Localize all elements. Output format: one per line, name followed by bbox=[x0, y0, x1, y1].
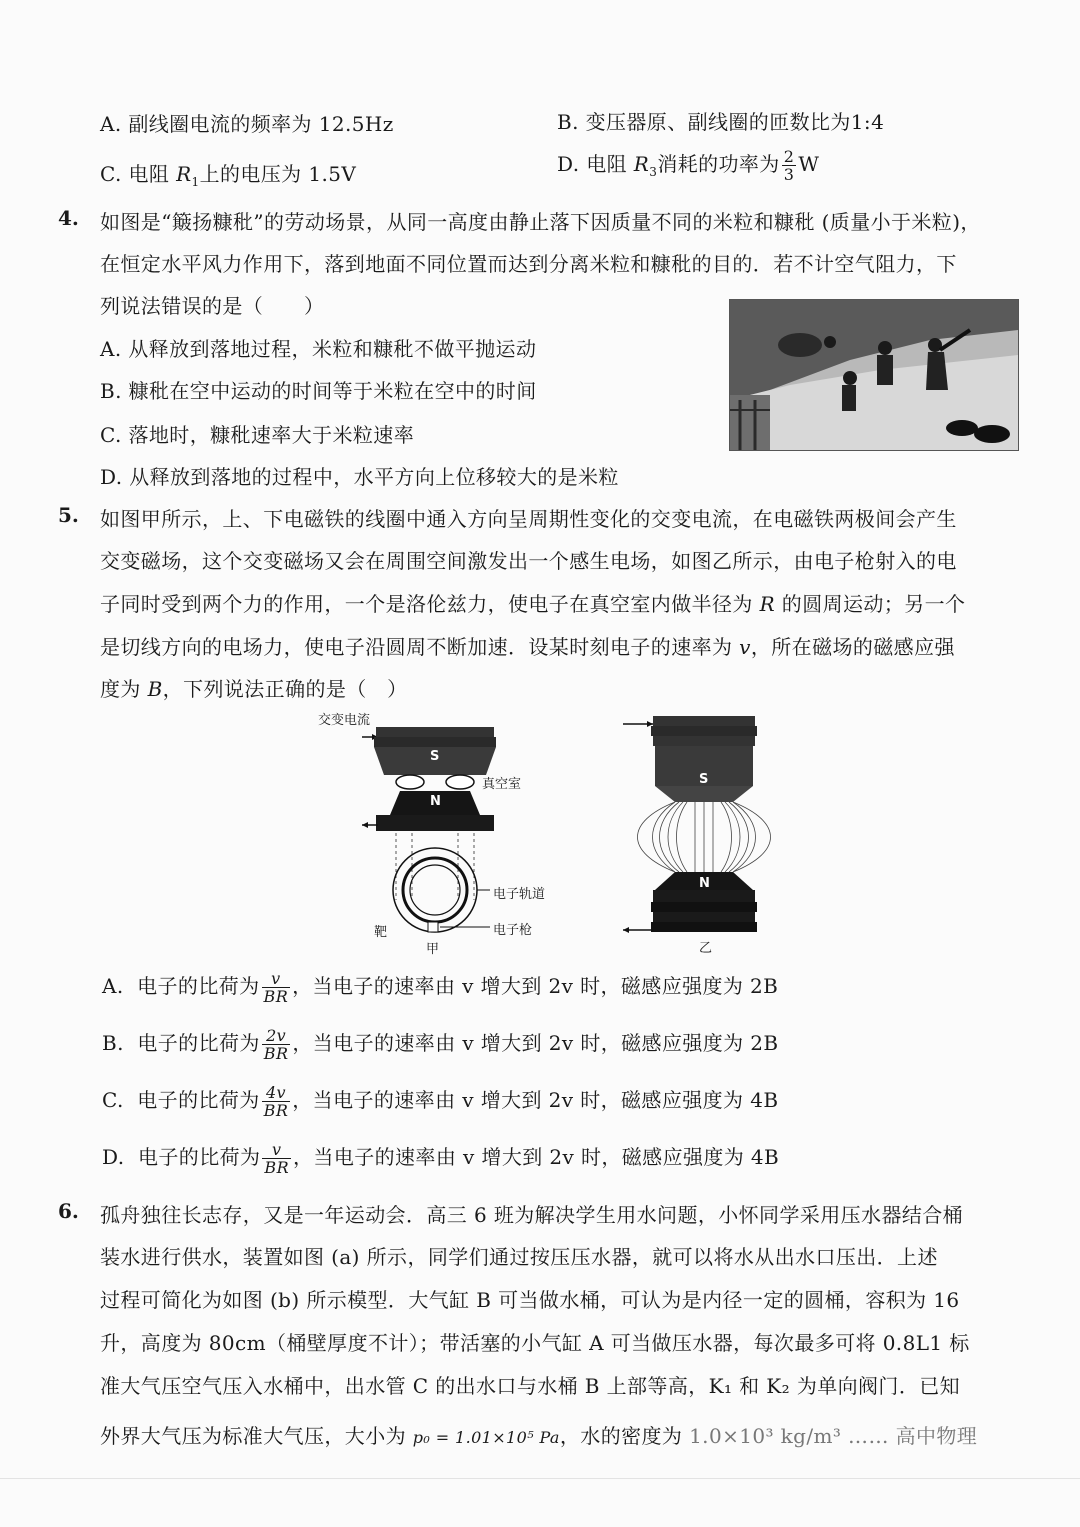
figure-jia-drawing bbox=[300, 705, 550, 955]
q3-option-c-sub: 1 bbox=[191, 175, 200, 189]
q6-line6-pressure: p₀ = 1.01×10⁵ Pa bbox=[412, 1428, 560, 1447]
q5-option-b-fraction bbox=[262, 1027, 291, 1062]
winnowing-scene-photo bbox=[729, 299, 1019, 451]
target-label: 靶 bbox=[374, 925, 388, 940]
caption-yi: 乙 bbox=[699, 941, 713, 956]
figure-yi-drawing bbox=[615, 712, 785, 957]
q6-line2: 装水进行供水，装置如图 (a) 所示，同学们通过按压压水器，就可以将水从出水口压出．上述 bbox=[100, 1245, 938, 1269]
q5-option-c bbox=[102, 1084, 778, 1119]
q3-option-d-var: R bbox=[633, 152, 650, 176]
q4-stem-line3: 列说法错误的是（ ） bbox=[100, 294, 325, 318]
q5-option-b-den: BR bbox=[263, 1044, 289, 1063]
page-bottom-rule bbox=[0, 1478, 1080, 1479]
q3-option-b: B. 变压器原、副线圈的匝数比为1:4 bbox=[557, 110, 885, 134]
q5-option-d-pre: 电子的比荷为 bbox=[138, 1145, 261, 1169]
q4-stem-line1: 如图是“簸扬糠秕”的劳动场景，从同一高度由静止落下因质量不同的米粒和糠秕 (质量小于米粒)， bbox=[100, 210, 981, 234]
q5-option-c-fraction bbox=[262, 1084, 291, 1119]
q6-line5: 准大气压空气压入水桶中，出水管 C 的出水口与水桶 B 上部等高，K₁ 和 K₂ 为单向阀门．已知 bbox=[100, 1374, 961, 1398]
q3-option-d bbox=[557, 148, 819, 183]
q6-line6 bbox=[100, 1420, 977, 1449]
q3-option-d-unit: W bbox=[798, 152, 820, 176]
q5-option-a bbox=[102, 970, 778, 1005]
q5-stem-line3-b: 的圆周运动；另一个 bbox=[775, 592, 966, 616]
q5-stem-line5 bbox=[100, 673, 407, 702]
q5-option-b bbox=[102, 1027, 779, 1062]
n-pole-label-yi: N bbox=[699, 876, 710, 891]
s-pole-label-yi: S bbox=[699, 772, 709, 787]
q3-option-c bbox=[100, 158, 356, 189]
q5-option-b-post: ，当电子的速率由 v 增大到 2v 时，磁感应强度为 2B bbox=[292, 1031, 779, 1055]
q5-option-c-letter: C. bbox=[102, 1088, 124, 1112]
electron-gun-label: 电子枪 bbox=[493, 923, 533, 938]
q5-option-d-fraction bbox=[262, 1141, 291, 1176]
q5-option-c-post: ，当电子的速率由 v 增大到 2v 时，磁感应强度为 4B bbox=[292, 1088, 779, 1112]
q5-stem-line4 bbox=[100, 631, 955, 660]
q3-option-d-fraction bbox=[782, 148, 797, 183]
q5-option-a-fraction bbox=[262, 970, 291, 1005]
q5-stem-line5-a: 度为 bbox=[100, 677, 148, 701]
q4-number: 4. bbox=[58, 206, 79, 230]
ac-current-label: 交变电流 bbox=[318, 713, 371, 728]
q5-stem-line1: 如图甲所示，上、下电磁铁的线圈中通入方向呈周期性变化的交变电流，在电磁铁两极间会产生 bbox=[100, 507, 957, 531]
q5-stem-line5-b-var: B bbox=[147, 677, 163, 701]
q5-option-b-letter: B. bbox=[102, 1031, 124, 1055]
q3-option-d-frac-num: 2 bbox=[783, 147, 795, 166]
q5-stem-line4-b: ，所在磁场的磁感应强 bbox=[750, 635, 955, 659]
vacuum-chamber-label: 真空室 bbox=[482, 777, 522, 792]
q5-stem-line2: 交变磁场，这个交变磁场又会在周围空间激发出一个感生电场，如图乙所示，由电子枪射入的电 bbox=[100, 549, 957, 573]
q5-option-d-letter: D. bbox=[102, 1145, 125, 1169]
q5-option-b-pre: 电子的比荷为 bbox=[137, 1031, 260, 1055]
q5-option-a-letter: A. bbox=[102, 974, 124, 998]
q3-option-d-post: 消耗的功率为 bbox=[657, 152, 780, 176]
caption-jia: 甲 bbox=[426, 942, 440, 957]
q3-option-c-pre: C. 电阻 bbox=[100, 162, 177, 186]
q5-option-d-post: ，当电子的速率由 v 增大到 2v 时，磁感应强度为 4B bbox=[293, 1145, 780, 1169]
q3-option-a: A. 副线圈电流的频率为 12.5Hz bbox=[100, 112, 394, 136]
q5-option-d bbox=[102, 1141, 779, 1176]
q5-stem-line3-r: R bbox=[759, 592, 776, 616]
q3-option-d-sub: 3 bbox=[649, 165, 658, 179]
figure-yi bbox=[615, 712, 785, 957]
q6-number: 6. bbox=[58, 1199, 79, 1223]
q5-stem-line4-v: v bbox=[739, 635, 751, 659]
q5-option-a-pre: 电子的比荷为 bbox=[137, 974, 260, 998]
q5-option-c-den: BR bbox=[263, 1101, 289, 1120]
q4-option-a: A. 从释放到落地过程，米粒和糠秕不做平抛运动 bbox=[100, 337, 537, 361]
q5-option-b-num: 2v bbox=[262, 1027, 291, 1045]
q3-option-d-frac-den: 3 bbox=[783, 165, 795, 184]
q5-option-d-den: BR bbox=[264, 1158, 290, 1177]
q5-stem-line3-a: 子同时受到两个力的作用，一个是洛伦兹力，使电子在真空室内做半径为 bbox=[100, 592, 760, 616]
q5-option-c-pre: 电子的比荷为 bbox=[137, 1088, 260, 1112]
q6-line1: 孤舟独往长志存，又是一年运动会．高三 6 班为解决学生用水问题，小怀同学采用压水器结合桶 bbox=[100, 1203, 964, 1227]
q4-option-c: C. 落地时，糠秕速率大于米粒速率 bbox=[100, 423, 415, 447]
q6-line3: 过程可简化为如图 (b) 所示模型．大气缸 B 可当做水桶，可认为是内径一定的圆桶，容积为 16 bbox=[100, 1288, 960, 1312]
q5-stem-line5-b: ，下列说法正确的是（ ） bbox=[162, 677, 408, 701]
q5-option-c-num: 4v bbox=[262, 1084, 291, 1102]
q6-line6-b: ，水的密度为 bbox=[559, 1424, 690, 1448]
q3-option-c-post: 上的电压为 1.5V bbox=[199, 162, 357, 186]
q4-option-d: D. 从释放到落地的过程中，水平方向上位移较大的是米粒 bbox=[100, 465, 619, 489]
q6-line6-watermark: 1.0×10³ kg/m³ …… 高中物理 bbox=[689, 1424, 978, 1448]
q4-option-b: B. 糠秕在空中运动的时间等于米粒在空中的时间 bbox=[100, 379, 537, 403]
figure-jia bbox=[300, 705, 550, 955]
q5-stem-line3 bbox=[100, 588, 965, 617]
electron-orbit-label: 电子轨道 bbox=[493, 887, 546, 902]
q5-option-a-den: BR bbox=[263, 987, 289, 1006]
q3-option-d-pre: D. 电阻 bbox=[557, 152, 634, 176]
n-pole-label: N bbox=[430, 794, 441, 809]
q5-stem-line4-a: 是切线方向的电场力，使电子沿圆周不断加速．设某时刻电子的速率为 bbox=[100, 635, 740, 659]
q5-number: 5. bbox=[58, 503, 79, 527]
q6-line4: 升，高度为 80cm（桶壁厚度不计）；带活塞的小气缸 A 可当做压水器，每次最多可将 0.8L1 标 bbox=[100, 1331, 970, 1355]
q3-option-c-var: R bbox=[176, 162, 192, 186]
q5-option-d-num: v bbox=[262, 1141, 291, 1159]
q5-option-a-num: v bbox=[262, 970, 291, 988]
winnowing-scene-drawing bbox=[730, 300, 1018, 450]
q4-stem-line2: 在恒定水平风力作用下，落到地面不同位置而达到分离米粒和糠秕的目的．若不计空气阻力，下 bbox=[100, 252, 957, 276]
q6-line6-a: 外界大气压为标准大气压，大小为 bbox=[100, 1424, 413, 1448]
q5-option-a-post: ，当电子的速率由 v 增大到 2v 时，磁感应强度为 2B bbox=[292, 974, 779, 998]
s-pole-label: S bbox=[430, 749, 440, 764]
